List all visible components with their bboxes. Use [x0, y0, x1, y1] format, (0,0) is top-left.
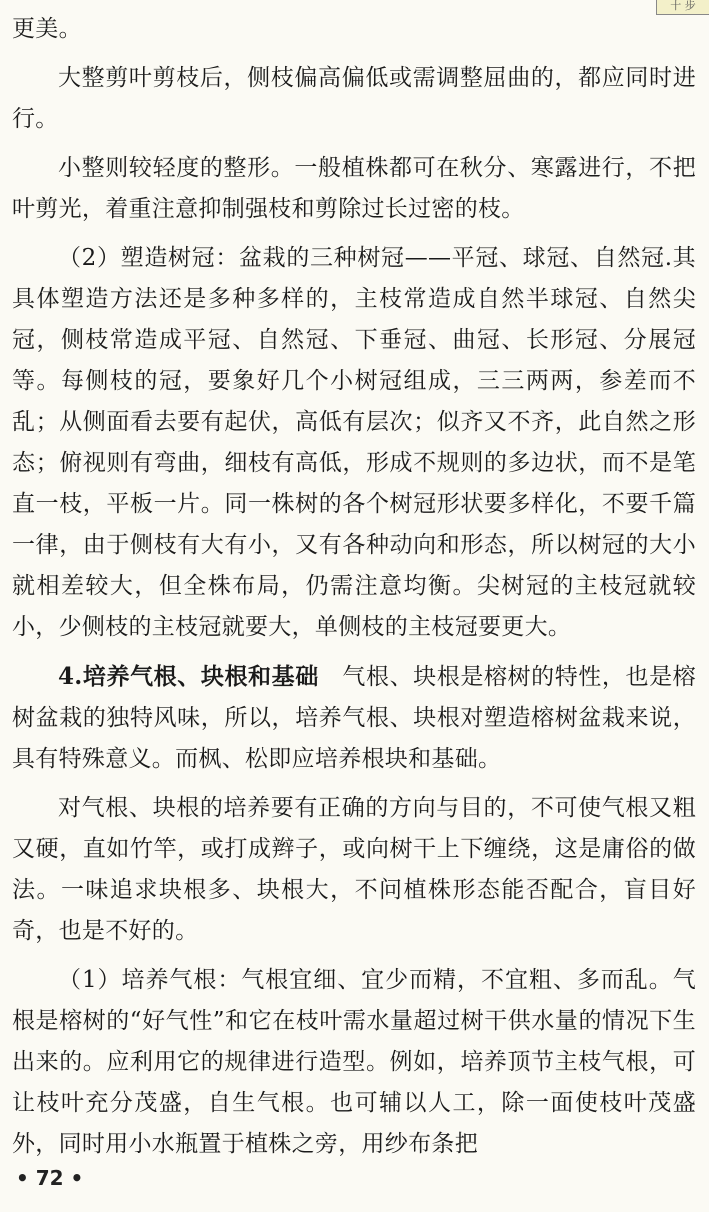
paragraph — [12, 238, 696, 648]
section-heading: 4.培养气根、块根和基础 — [58, 663, 319, 690]
paragraph-text: 气根、块根是榕树的特性，也是榕树盆栽的独特风味，所以，培养气根、块根对塑造榕树盆栽来说，具有特殊意义。而枫、松即应培养根块和基础。 — [12, 664, 696, 772]
paragraph — [12, 58, 696, 140]
paragraph-text: （1）培养气根：气根宜细、宜少而精，不宜粗、多而乱。气根是榕树的“好气性”和它在枝叶需水量超过树干供水量的情况下生出来的。应利用它的规律进行造型。例如，培养顶节主枝气根，可让枝叶充分茂盛，自生气根。也可辅以人工，除一面使枝叶茂盛外，同时用小水瓶置于植株之旁，用纱布条把 — [12, 967, 696, 1157]
page-body — [12, 9, 696, 1165]
paragraph — [12, 148, 696, 230]
paragraph-text: （2）塑造树冠：盆栽的三种树冠——平冠、球冠、自然冠.其具体塑造方法还是多种多样的，主枝常造成自然半球冠、自然尖冠，侧枝常造成平冠、自然冠、下垂冠、曲冠、长形冠、分展冠等。每侧枝的冠，要象好几个小树冠组成，三三两两，参差而不乱；从侧面看去要有起伏，高低有层次；似齐又不齐，此自然之形态；俯视则有弯曲，细枝有高低，形成不规则的多边状，而不是笔直一枝，平板一片。同一株树的各个树冠形状要多样化，不要千篇一律，由于侧枝有大有小，又有各种动向和形态，所以树冠的大小就相差较大，但全株布局，仍需注意均衡。尖树冠的主枝冠就较小，少侧枝的主枝冠就要大，单侧枝的主枝冠要更大。 — [12, 245, 696, 640]
paragraph-text: 对气根、块根的培养要有正确的方向与目的，不可使气根又粗又硬，直如竹竿，或打成辫子，或向树干上下缠绕，这是庸俗的做法。一味追求块根多、块根大，不问植株形态能否配合，盲目好奇，也是不好的。 — [12, 795, 696, 944]
paragraph-text: 小整则较轻度的整形。一般植株都可在秋分、寒露进行，不把叶剪光，着重注意抑制强枝和剪除过长过密的枝。 — [12, 155, 696, 222]
paragraph-text: 大整剪叶剪枝后，侧枝偏高偏低或需调整屈曲的，都应同时进行。 — [12, 65, 696, 132]
paragraph-text: 更美。 — [12, 16, 82, 42]
paragraph — [12, 656, 696, 780]
paragraph — [12, 788, 696, 952]
page-number: • 72 • — [16, 1166, 84, 1190]
paragraph — [12, 9, 696, 50]
paragraph — [12, 960, 696, 1165]
corner-tab: 十 步 — [656, 0, 709, 15]
